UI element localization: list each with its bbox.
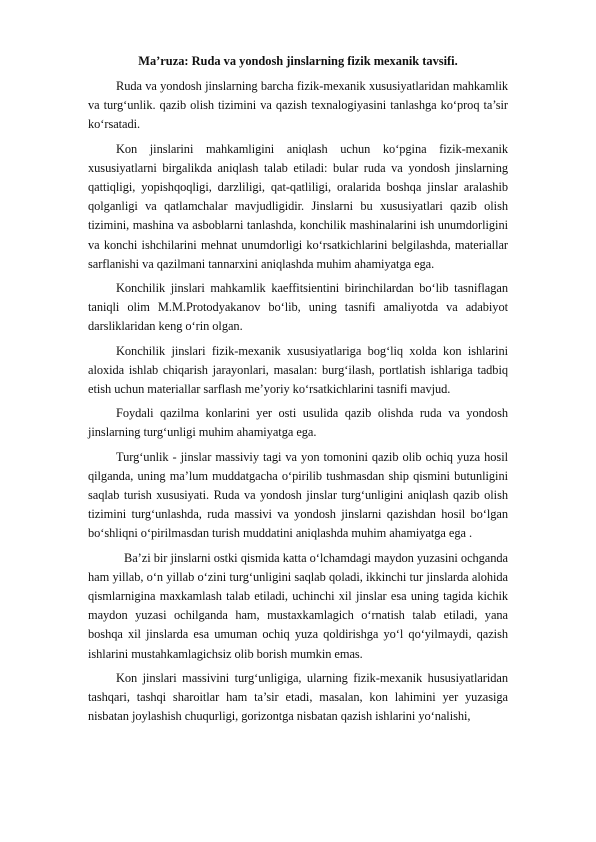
paragraph-4: Konchilik jinslari fizik-mexanik xususiyatlariga bog‘liq xolda kon ishlarini aloxida ishlab chiqarish jarayonlari, masalan: burg‘ilash, portlatish ishlariga tadbiq etish uchun materiallar sarflash me’yoriy ko‘rsatkichlarini tasnifi mavjud. [88,343,508,397]
paragraph-2: Kon jinslarini mahkamligini aniqlash uchun ko‘pgina fizik-mexanik xususiyatlarni birgalikda aniqlash talab etiladi: bular ruda va yondosh jinslarning qattiqligi, yopishqoqligi, darzliligi, qat-qatliligi, oralarida boshqa jinslar aralashib qolganligi va qatlamchalar mavjudligidir. Jinslarni bu xususiyatlari qazib olish tizimini, mashina va asboblarni tanlashda, konchilik mashinalarini ish unumdorligini va konchi ishchilarini mehnat unumdorligi ko‘rsatkichlarini belgilashda, materiallar sarflanishi va qazilmani tannarxini aniqlashda muhim ahamiyatga ega. [88,141,508,271]
document-body [88,52,508,732]
paragraph-8: Kon jinslari massivini turg‘unligiga, ularning fizik-mexanik hususiyatlaridan tashqari, tashqi sharoitlar ham ta’sir etadi, masalan, kon lahimini yer yuzasiga nisbatan joylashish chuqurligi, gorizontga nisbatan qazish ishlarini yo‘nalishi, [88,670,508,724]
paragraph-3: Konchilik jinslari mahkamlik kaeffitsientini birinchilardan bo‘lib tasniflagan taniqli olim M.M.Protodyakanov bo‘lib, uning tasnifi amaliyotda va adabiyot darsliklaridan keng o‘rin olgan. [88,281,508,334]
paragraph-6: Turg‘unlik - jinslar massiviy tagi va yon tomonini qazib olib ochiq yuza hosil qilganda, uning ma’lum muddatgacha o‘pirilib tushmasdan ship qismini butunligini saqlab turish xususiyati. Ruda va yondosh jinslar turg‘unligini aniqlash qazib olish tizimini turg‘unlashda, ruda massivi va yondosh jinslarni qazishdan hosil bo‘lgan bo‘shliqni o‘pirilmasdan turish muddatini aniqlashda muhim ahamiyatga ega . [88,449,508,541]
paragraph-7: Ba’zi bir jinslarni ostki qismida katta o‘lchamdagi maydon yuzasini ochganda ham yillab, o‘n yillab o‘zini turg‘unligini saqlab qoladi, ikkinchi tur jinslarda alohida qismlarnigina maxkamlash talab etiladi, uchinchi xil jinslar esa uning tagida kichik maydon yuzasi ochilganda ham, mustaxkamlagich o‘rnatish talab etiladi, yana boshqa xil jinslarda esa umuman ochiq yuza qoldirishga yo‘l qo‘yilmaydi, qazish ishlarini mustahkamlagichsiz olib borish mumkin emas. [88,550,508,661]
paragraph-1: Ruda va yondosh jinslarning barcha fizik-mexanik xususiyatlaridan mahkamlik va turg‘unlik. qazib olish tizimini va qazish texnalogiyasini tanlashga ko‘proq ta’sir ko‘rsatadi. [88,79,508,132]
paragraph-5: Foydali qazilma konlarini yer osti usulida qazib olishda ruda va yondosh jinslarning turg‘unligi muhim ahamiyatga ega. [88,406,508,440]
lecture-title: Ma’ruza: Ruda va yondosh jinslarning fizik mexanik tavsifi. [138,54,458,68]
